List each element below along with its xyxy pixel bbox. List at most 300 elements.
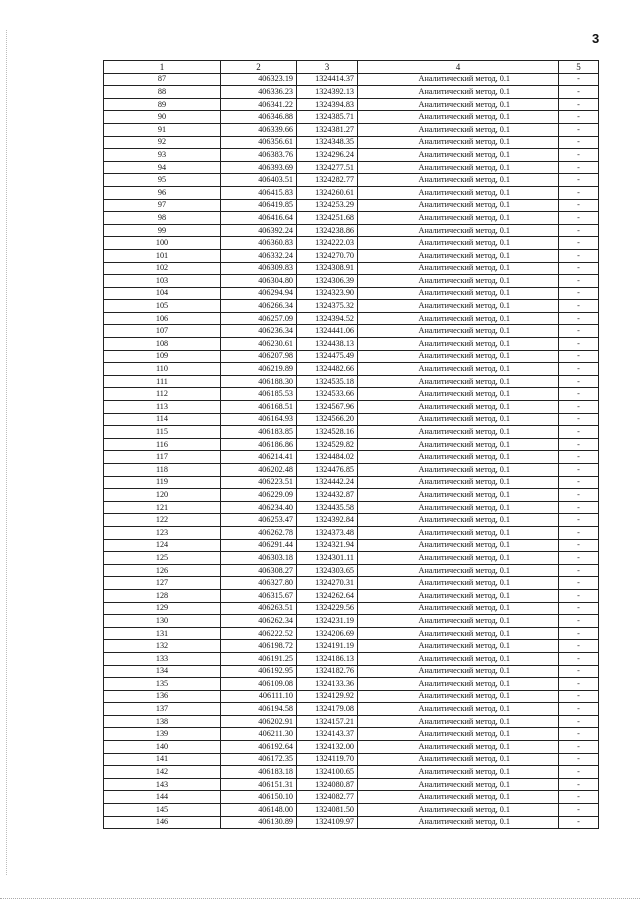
note-cell: - [559, 539, 599, 552]
x-coordinate-cell: 406304.80 [221, 275, 297, 288]
x-coordinate-cell: 406339.66 [221, 123, 297, 136]
note-cell: - [559, 615, 599, 628]
method-cell: Аналитический метод, 0.1 [358, 728, 559, 741]
table-row [104, 426, 599, 439]
method-cell: Аналитический метод, 0.1 [358, 186, 559, 199]
x-coordinate-cell: 406202.91 [221, 715, 297, 728]
y-coordinate-cell: 1324385.71 [297, 111, 358, 124]
method-cell: Аналитический метод, 0.1 [358, 753, 559, 766]
bottom-divider [0, 898, 640, 899]
note-cell: - [559, 338, 599, 351]
table-row [104, 791, 599, 804]
note-cell: - [559, 552, 599, 565]
method-cell: Аналитический метод, 0.1 [358, 338, 559, 351]
point-number-cell: 100 [104, 237, 221, 250]
y-coordinate-cell: 1324484.02 [297, 451, 358, 464]
note-cell: - [559, 476, 599, 489]
x-coordinate-cell: 406346.88 [221, 111, 297, 124]
table-row [104, 275, 599, 288]
point-number-cell: 118 [104, 464, 221, 477]
point-number-cell: 133 [104, 652, 221, 665]
x-coordinate-cell: 406294.94 [221, 287, 297, 300]
y-coordinate-cell: 1324206.69 [297, 627, 358, 640]
note-cell: - [559, 249, 599, 262]
method-cell: Аналитический метод, 0.1 [358, 640, 559, 653]
note-cell: - [559, 275, 599, 288]
method-cell: Аналитический метод, 0.1 [358, 413, 559, 426]
table-row [104, 489, 599, 502]
note-cell: - [559, 174, 599, 187]
method-cell: Аналитический метод, 0.1 [358, 489, 559, 502]
method-cell: Аналитический метод, 0.1 [358, 514, 559, 527]
y-coordinate-cell: 1324253.29 [297, 199, 358, 212]
table-row [104, 363, 599, 376]
x-coordinate-cell: 406168.51 [221, 401, 297, 414]
point-number-cell: 116 [104, 438, 221, 451]
x-coordinate-cell: 406183.85 [221, 426, 297, 439]
x-coordinate-cell: 406148.00 [221, 804, 297, 817]
point-number-cell: 140 [104, 741, 221, 754]
note-cell: - [559, 526, 599, 539]
method-cell: Аналитический метод, 0.1 [358, 552, 559, 565]
note-cell: - [559, 589, 599, 602]
point-number-cell: 111 [104, 375, 221, 388]
x-coordinate-cell: 406186.86 [221, 438, 297, 451]
table-row [104, 640, 599, 653]
x-coordinate-cell: 406415.83 [221, 186, 297, 199]
header-col-4: 4 [358, 61, 559, 74]
note-cell: - [559, 161, 599, 174]
method-cell: Аналитический метод, 0.1 [358, 627, 559, 640]
y-coordinate-cell: 1324179.08 [297, 703, 358, 716]
method-cell: Аналитический метод, 0.1 [358, 816, 559, 829]
table-row [104, 312, 599, 325]
table-body [104, 73, 599, 829]
method-cell: Аналитический метод, 0.1 [358, 111, 559, 124]
method-cell: Аналитический метод, 0.1 [358, 602, 559, 615]
point-number-cell: 117 [104, 451, 221, 464]
x-coordinate-cell: 406192.95 [221, 665, 297, 678]
x-coordinate-cell: 406236.34 [221, 325, 297, 338]
point-number-cell: 131 [104, 627, 221, 640]
point-number-cell: 142 [104, 766, 221, 779]
point-number-cell: 92 [104, 136, 221, 149]
note-cell: - [559, 237, 599, 250]
method-cell: Аналитический метод, 0.1 [358, 703, 559, 716]
x-coordinate-cell: 406419.85 [221, 199, 297, 212]
table-row [104, 552, 599, 565]
point-number-cell: 99 [104, 224, 221, 237]
x-coordinate-cell: 406392.24 [221, 224, 297, 237]
x-coordinate-cell: 406191.25 [221, 652, 297, 665]
table-row [104, 375, 599, 388]
y-coordinate-cell: 1324529.82 [297, 438, 358, 451]
y-coordinate-cell: 1324394.83 [297, 98, 358, 111]
table-row [104, 212, 599, 225]
method-cell: Аналитический метод, 0.1 [358, 741, 559, 754]
table-row [104, 715, 599, 728]
y-coordinate-cell: 1324222.03 [297, 237, 358, 250]
x-coordinate-cell: 406130.89 [221, 816, 297, 829]
point-number-cell: 143 [104, 778, 221, 791]
x-coordinate-cell: 406111.10 [221, 690, 297, 703]
x-coordinate-cell: 406172.35 [221, 753, 297, 766]
table-row [104, 678, 599, 691]
header-col-1: 1 [104, 61, 221, 74]
point-number-cell: 87 [104, 73, 221, 86]
note-cell: - [559, 224, 599, 237]
y-coordinate-cell: 1324373.48 [297, 526, 358, 539]
table-row [104, 262, 599, 275]
x-coordinate-cell: 406403.51 [221, 174, 297, 187]
table-row [104, 413, 599, 426]
note-cell: - [559, 766, 599, 779]
method-cell: Аналитический метод, 0.1 [358, 375, 559, 388]
x-coordinate-cell: 406202.48 [221, 464, 297, 477]
point-number-cell: 98 [104, 212, 221, 225]
note-cell: - [559, 212, 599, 225]
note-cell: - [559, 262, 599, 275]
point-number-cell: 91 [104, 123, 221, 136]
method-cell: Аналитический метод, 0.1 [358, 224, 559, 237]
header-col-2: 2 [221, 61, 297, 74]
point-number-cell: 108 [104, 338, 221, 351]
table-row [104, 161, 599, 174]
point-number-cell: 93 [104, 149, 221, 162]
table-row [104, 136, 599, 149]
x-coordinate-cell: 406219.89 [221, 363, 297, 376]
x-coordinate-cell: 406151.31 [221, 778, 297, 791]
note-cell: - [559, 136, 599, 149]
point-number-cell: 134 [104, 665, 221, 678]
y-coordinate-cell: 1324375.32 [297, 300, 358, 313]
point-number-cell: 101 [104, 249, 221, 262]
note-cell: - [559, 363, 599, 376]
note-cell: - [559, 413, 599, 426]
x-coordinate-cell: 406214.41 [221, 451, 297, 464]
x-coordinate-cell: 406383.76 [221, 149, 297, 162]
method-cell: Аналитический метод, 0.1 [358, 363, 559, 376]
table-row [104, 186, 599, 199]
x-coordinate-cell: 406222.52 [221, 627, 297, 640]
x-coordinate-cell: 406164.93 [221, 413, 297, 426]
method-cell: Аналитический метод, 0.1 [358, 73, 559, 86]
y-coordinate-cell: 1324282.77 [297, 174, 358, 187]
y-coordinate-cell: 1324414.37 [297, 73, 358, 86]
y-coordinate-cell: 1324277.51 [297, 161, 358, 174]
y-coordinate-cell: 1324348.35 [297, 136, 358, 149]
note-cell: - [559, 464, 599, 477]
y-coordinate-cell: 1324528.16 [297, 426, 358, 439]
table-row [104, 778, 599, 791]
x-coordinate-cell: 406109.08 [221, 678, 297, 691]
note-cell: - [559, 375, 599, 388]
point-number-cell: 128 [104, 589, 221, 602]
y-coordinate-cell: 1324143.37 [297, 728, 358, 741]
y-coordinate-cell: 1324533.66 [297, 388, 358, 401]
y-coordinate-cell: 1324081.50 [297, 804, 358, 817]
table-row [104, 249, 599, 262]
method-cell: Аналитический метод, 0.1 [358, 715, 559, 728]
method-cell: Аналитический метод, 0.1 [358, 350, 559, 363]
y-coordinate-cell: 1324392.84 [297, 514, 358, 527]
note-cell: - [559, 325, 599, 338]
table-row [104, 451, 599, 464]
point-number-cell: 109 [104, 350, 221, 363]
method-cell: Аналитический метод, 0.1 [358, 401, 559, 414]
table-row [104, 388, 599, 401]
method-cell: Аналитический метод, 0.1 [358, 652, 559, 665]
y-coordinate-cell: 1324535.18 [297, 375, 358, 388]
point-number-cell: 138 [104, 715, 221, 728]
method-cell: Аналитический метод, 0.1 [358, 665, 559, 678]
method-cell: Аналитический метод, 0.1 [358, 275, 559, 288]
method-cell: Аналитический метод, 0.1 [358, 199, 559, 212]
y-coordinate-cell: 1324231.19 [297, 615, 358, 628]
note-cell: - [559, 501, 599, 514]
point-number-cell: 129 [104, 602, 221, 615]
point-number-cell: 121 [104, 501, 221, 514]
x-coordinate-cell: 406257.09 [221, 312, 297, 325]
note-cell: - [559, 98, 599, 111]
x-coordinate-cell: 406266.34 [221, 300, 297, 313]
note-cell: - [559, 602, 599, 615]
table-header-row [104, 61, 599, 74]
y-coordinate-cell: 1324229.56 [297, 602, 358, 615]
x-coordinate-cell: 406262.34 [221, 615, 297, 628]
note-cell: - [559, 703, 599, 716]
method-cell: Аналитический метод, 0.1 [358, 123, 559, 136]
method-cell: Аналитический метод, 0.1 [358, 325, 559, 338]
point-number-cell: 114 [104, 413, 221, 426]
y-coordinate-cell: 1324442.24 [297, 476, 358, 489]
x-coordinate-cell: 406356.61 [221, 136, 297, 149]
note-cell: - [559, 186, 599, 199]
table-row [104, 514, 599, 527]
y-coordinate-cell: 1324306.39 [297, 275, 358, 288]
note-cell: - [559, 287, 599, 300]
table-row [104, 564, 599, 577]
method-cell: Аналитический метод, 0.1 [358, 577, 559, 590]
y-coordinate-cell: 1324394.52 [297, 312, 358, 325]
point-number-cell: 115 [104, 426, 221, 439]
method-cell: Аналитический метод, 0.1 [358, 262, 559, 275]
method-cell: Аналитический метод, 0.1 [358, 237, 559, 250]
point-number-cell: 106 [104, 312, 221, 325]
note-cell: - [559, 690, 599, 703]
note-cell: - [559, 728, 599, 741]
point-number-cell: 88 [104, 86, 221, 99]
y-coordinate-cell: 1324475.49 [297, 350, 358, 363]
point-number-cell: 141 [104, 753, 221, 766]
x-coordinate-cell: 406291.44 [221, 539, 297, 552]
note-cell: - [559, 451, 599, 464]
note-cell: - [559, 73, 599, 86]
method-cell: Аналитический метод, 0.1 [358, 149, 559, 162]
y-coordinate-cell: 1324270.31 [297, 577, 358, 590]
point-number-cell: 103 [104, 275, 221, 288]
x-coordinate-cell: 406323.19 [221, 73, 297, 86]
note-cell: - [559, 753, 599, 766]
point-number-cell: 89 [104, 98, 221, 111]
table-row [104, 741, 599, 754]
method-cell: Аналитический метод, 0.1 [358, 615, 559, 628]
y-coordinate-cell: 1324567.96 [297, 401, 358, 414]
point-number-cell: 119 [104, 476, 221, 489]
table-row [104, 476, 599, 489]
table-row [104, 438, 599, 451]
point-number-cell: 123 [104, 526, 221, 539]
y-coordinate-cell: 1324482.66 [297, 363, 358, 376]
x-coordinate-cell: 406185.53 [221, 388, 297, 401]
point-number-cell: 107 [104, 325, 221, 338]
point-number-cell: 139 [104, 728, 221, 741]
method-cell: Аналитический метод, 0.1 [358, 526, 559, 539]
x-coordinate-cell: 406262.78 [221, 526, 297, 539]
y-coordinate-cell: 1324566.20 [297, 413, 358, 426]
table-row [104, 652, 599, 665]
y-coordinate-cell: 1324308.91 [297, 262, 358, 275]
x-coordinate-cell: 406188.30 [221, 375, 297, 388]
method-cell: Аналитический метод, 0.1 [358, 312, 559, 325]
table-row [104, 766, 599, 779]
point-number-cell: 144 [104, 791, 221, 804]
point-number-cell: 105 [104, 300, 221, 313]
method-cell: Аналитический метод, 0.1 [358, 791, 559, 804]
point-number-cell: 136 [104, 690, 221, 703]
table-row [104, 690, 599, 703]
table-row [104, 501, 599, 514]
y-coordinate-cell: 1324296.24 [297, 149, 358, 162]
x-coordinate-cell: 406223.51 [221, 476, 297, 489]
x-coordinate-cell: 406336.23 [221, 86, 297, 99]
method-cell: Аналитический метод, 0.1 [358, 287, 559, 300]
y-coordinate-cell: 1324157.21 [297, 715, 358, 728]
note-cell: - [559, 426, 599, 439]
point-number-cell: 95 [104, 174, 221, 187]
point-number-cell: 145 [104, 804, 221, 817]
table-row [104, 73, 599, 86]
table-row [104, 703, 599, 716]
point-number-cell: 113 [104, 401, 221, 414]
table-row [104, 627, 599, 640]
x-coordinate-cell: 406263.51 [221, 602, 297, 615]
y-coordinate-cell: 1324182.76 [297, 665, 358, 678]
note-cell: - [559, 111, 599, 124]
x-coordinate-cell: 406327.80 [221, 577, 297, 590]
note-cell: - [559, 804, 599, 817]
y-coordinate-cell: 1324301.11 [297, 552, 358, 565]
point-number-cell: 102 [104, 262, 221, 275]
method-cell: Аналитический метод, 0.1 [358, 161, 559, 174]
note-cell: - [559, 640, 599, 653]
x-coordinate-cell: 406308.27 [221, 564, 297, 577]
method-cell: Аналитический метод, 0.1 [358, 678, 559, 691]
point-number-cell: 110 [104, 363, 221, 376]
point-number-cell: 132 [104, 640, 221, 653]
table-row [104, 816, 599, 829]
y-coordinate-cell: 1324109.97 [297, 816, 358, 829]
point-number-cell: 120 [104, 489, 221, 502]
note-cell: - [559, 489, 599, 502]
y-coordinate-cell: 1324186.13 [297, 652, 358, 665]
table-row [104, 804, 599, 817]
x-coordinate-cell: 406303.18 [221, 552, 297, 565]
x-coordinate-cell: 406192.64 [221, 741, 297, 754]
method-cell: Аналитический метод, 0.1 [358, 501, 559, 514]
y-coordinate-cell: 1324238.86 [297, 224, 358, 237]
x-coordinate-cell: 406198.72 [221, 640, 297, 653]
y-coordinate-cell: 1324323.90 [297, 287, 358, 300]
y-coordinate-cell: 1324392.13 [297, 86, 358, 99]
method-cell: Аналитический метод, 0.1 [358, 539, 559, 552]
point-number-cell: 146 [104, 816, 221, 829]
y-coordinate-cell: 1324191.19 [297, 640, 358, 653]
point-number-cell: 122 [104, 514, 221, 527]
x-coordinate-cell: 406253.47 [221, 514, 297, 527]
y-coordinate-cell: 1324476.85 [297, 464, 358, 477]
y-coordinate-cell: 1324303.65 [297, 564, 358, 577]
note-cell: - [559, 123, 599, 136]
method-cell: Аналитический метод, 0.1 [358, 564, 559, 577]
method-cell: Аналитический метод, 0.1 [358, 451, 559, 464]
x-coordinate-cell: 406416.64 [221, 212, 297, 225]
method-cell: Аналитический метод, 0.1 [358, 438, 559, 451]
table-row [104, 350, 599, 363]
table-row [104, 149, 599, 162]
note-cell: - [559, 86, 599, 99]
method-cell: Аналитический метод, 0.1 [358, 589, 559, 602]
coordinates-table [103, 60, 599, 829]
table-row [104, 665, 599, 678]
x-coordinate-cell: 406309.83 [221, 262, 297, 275]
method-cell: Аналитический метод, 0.1 [358, 778, 559, 791]
note-cell: - [559, 564, 599, 577]
table-row [104, 728, 599, 741]
method-cell: Аналитический метод, 0.1 [358, 690, 559, 703]
note-cell: - [559, 388, 599, 401]
x-coordinate-cell: 406341.22 [221, 98, 297, 111]
table-row [104, 86, 599, 99]
margin-line [6, 30, 7, 875]
header-col-5: 5 [559, 61, 599, 74]
x-coordinate-cell: 406183.18 [221, 766, 297, 779]
x-coordinate-cell: 406315.67 [221, 589, 297, 602]
method-cell: Аналитический метод, 0.1 [358, 212, 559, 225]
note-cell: - [559, 401, 599, 414]
y-coordinate-cell: 1324080.87 [297, 778, 358, 791]
y-coordinate-cell: 1324133.36 [297, 678, 358, 691]
y-coordinate-cell: 1324119.70 [297, 753, 358, 766]
point-number-cell: 137 [104, 703, 221, 716]
method-cell: Аналитический метод, 0.1 [358, 476, 559, 489]
header-col-3: 3 [297, 61, 358, 74]
method-cell: Аналитический метод, 0.1 [358, 300, 559, 313]
y-coordinate-cell: 1324270.70 [297, 249, 358, 262]
table-row [104, 577, 599, 590]
method-cell: Аналитический метод, 0.1 [358, 86, 559, 99]
note-cell: - [559, 438, 599, 451]
method-cell: Аналитический метод, 0.1 [358, 464, 559, 477]
table-row [104, 199, 599, 212]
y-coordinate-cell: 1324441.06 [297, 325, 358, 338]
note-cell: - [559, 199, 599, 212]
table-row [104, 224, 599, 237]
y-coordinate-cell: 1324100.65 [297, 766, 358, 779]
table-row [104, 237, 599, 250]
table-row [104, 464, 599, 477]
method-cell: Аналитический метод, 0.1 [358, 766, 559, 779]
